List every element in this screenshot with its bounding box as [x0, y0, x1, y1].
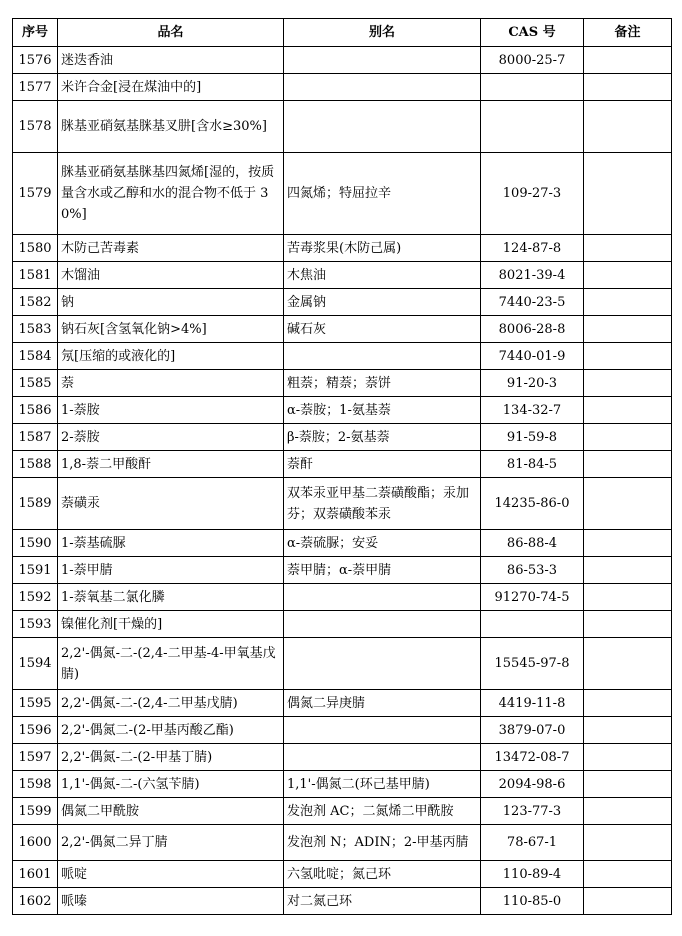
cell-alias: 偶氮二异庚腈 — [284, 690, 481, 717]
cell-note — [584, 316, 672, 343]
cell-name: 萘磺汞 — [58, 478, 284, 530]
cell-no: 1577 — [13, 74, 58, 101]
cell-alias: 发泡剂 N；ADIN；2-甲基丙腈 — [284, 825, 481, 861]
cell-cas: 8000-25-7 — [481, 47, 584, 74]
cell-name: 木防己苦毒素 — [58, 235, 284, 262]
cell-cas: 13472-08-7 — [481, 744, 584, 771]
cell-cas: 134-32-7 — [481, 397, 584, 424]
cell-name: 2,2'-偶氮-二-(2-甲基丁腈) — [58, 744, 284, 771]
chemical-table — [12, 18, 672, 915]
cell-alias — [284, 101, 481, 153]
table-row — [13, 611, 672, 638]
cell-name: 1-萘甲腈 — [58, 557, 284, 584]
cell-no: 1593 — [13, 611, 58, 638]
cell-alias: 双苯汞亚甲基二萘磺酸酯；汞加芬；双萘磺酸苯汞 — [284, 478, 481, 530]
table-row — [13, 343, 672, 370]
cell-no: 1580 — [13, 235, 58, 262]
cell-no: 1595 — [13, 690, 58, 717]
cell-alias — [284, 638, 481, 690]
cell-cas: 4419-11-8 — [481, 690, 584, 717]
table-row — [13, 744, 672, 771]
cell-no: 1585 — [13, 370, 58, 397]
cell-no: 1583 — [13, 316, 58, 343]
cell-note — [584, 771, 672, 798]
cell-cas: 2094-98-6 — [481, 771, 584, 798]
cell-note — [584, 798, 672, 825]
cell-cas: 7440-23-5 — [481, 289, 584, 316]
cell-alias — [284, 47, 481, 74]
header-row — [13, 19, 672, 47]
cell-name: 1-萘胺 — [58, 397, 284, 424]
cell-alias: 金属钠 — [284, 289, 481, 316]
cell-note — [584, 744, 672, 771]
cell-cas: 91-59-8 — [481, 424, 584, 451]
cell-note — [584, 861, 672, 888]
cell-alias — [284, 744, 481, 771]
cell-name: 氖[压缩的或液化的] — [58, 343, 284, 370]
cell-note — [584, 888, 672, 915]
cell-name: 迷迭香油 — [58, 47, 284, 74]
cell-alias: 1,1'-偶氮二(环己基甲腈) — [284, 771, 481, 798]
cell-name: 脒基亚硝氨基脒基四氮烯[湿的，按质量含水或乙醇和水的混合物不低于 30%] — [58, 153, 284, 235]
cell-note — [584, 451, 672, 478]
cell-alias — [284, 343, 481, 370]
cell-no: 1599 — [13, 798, 58, 825]
cell-alias: 四氮烯；特屈拉辛 — [284, 153, 481, 235]
cell-note — [584, 74, 672, 101]
cell-cas: 86-88-4 — [481, 530, 584, 557]
header-name: 品名 — [58, 19, 284, 47]
cell-name: 萘 — [58, 370, 284, 397]
cell-note — [584, 424, 672, 451]
cell-note — [584, 289, 672, 316]
cell-name: 木馏油 — [58, 262, 284, 289]
cell-alias: 粗萘；精萘；萘饼 — [284, 370, 481, 397]
cell-name: 钠石灰[含氢氧化钠>4%] — [58, 316, 284, 343]
cell-note — [584, 235, 672, 262]
cell-no: 1588 — [13, 451, 58, 478]
table-row — [13, 557, 672, 584]
cell-no: 1598 — [13, 771, 58, 798]
cell-name: 钠 — [58, 289, 284, 316]
cell-note — [584, 47, 672, 74]
cell-no: 1597 — [13, 744, 58, 771]
cell-alias — [284, 584, 481, 611]
cell-no: 1600 — [13, 825, 58, 861]
cell-alias: 发泡剂 AC；二氮烯二甲酰胺 — [284, 798, 481, 825]
cell-alias: 木焦油 — [284, 262, 481, 289]
cell-no: 1581 — [13, 262, 58, 289]
cell-cas: 123-77-3 — [481, 798, 584, 825]
cell-name: 2,2'-偶氮-二-(2,4-二甲基戊腈) — [58, 690, 284, 717]
table-row — [13, 101, 672, 153]
cell-name: 2-萘胺 — [58, 424, 284, 451]
table-row — [13, 316, 672, 343]
cell-alias: α-萘硫脲；安妥 — [284, 530, 481, 557]
cell-cas: 78-67-1 — [481, 825, 584, 861]
table-row — [13, 153, 672, 235]
cell-name: 1,8-萘二甲酸酐 — [58, 451, 284, 478]
table-row — [13, 584, 672, 611]
cell-note — [584, 478, 672, 530]
cell-name: 1-萘氧基二氯化膦 — [58, 584, 284, 611]
cell-cas — [481, 611, 584, 638]
table-row — [13, 798, 672, 825]
cell-cas: 8006-28-8 — [481, 316, 584, 343]
cell-no: 1587 — [13, 424, 58, 451]
cell-no: 1594 — [13, 638, 58, 690]
cell-note — [584, 397, 672, 424]
cell-cas: 7440-01-9 — [481, 343, 584, 370]
cell-no: 1584 — [13, 343, 58, 370]
cell-alias: 六氢吡啶；氮己环 — [284, 861, 481, 888]
cell-note — [584, 584, 672, 611]
cell-name: 偶氮二甲酰胺 — [58, 798, 284, 825]
cell-cas: 110-89-4 — [481, 861, 584, 888]
cell-alias: α-萘胺；1-氨基萘 — [284, 397, 481, 424]
cell-cas: 91-20-3 — [481, 370, 584, 397]
cell-name: 哌嗪 — [58, 888, 284, 915]
cell-note — [584, 262, 672, 289]
cell-name: 1,1'-偶氮-二-(六氢苄腈) — [58, 771, 284, 798]
cell-cas — [481, 101, 584, 153]
cell-no: 1590 — [13, 530, 58, 557]
cell-alias: 萘酐 — [284, 451, 481, 478]
cell-cas — [481, 74, 584, 101]
cell-no: 1602 — [13, 888, 58, 915]
table-row — [13, 690, 672, 717]
cell-cas: 81-84-5 — [481, 451, 584, 478]
header-cas: CAS 号 — [481, 19, 584, 47]
table-row — [13, 74, 672, 101]
header-no: 序号 — [13, 19, 58, 47]
cell-note — [584, 611, 672, 638]
cell-name: 米许合金[浸在煤油中的] — [58, 74, 284, 101]
cell-no: 1576 — [13, 47, 58, 74]
cell-note — [584, 370, 672, 397]
table-row — [13, 717, 672, 744]
cell-cas: 124-87-8 — [481, 235, 584, 262]
table-row — [13, 530, 672, 557]
cell-name: 镍催化剂[干燥的] — [58, 611, 284, 638]
cell-alias: 碱石灰 — [284, 316, 481, 343]
cell-note — [584, 101, 672, 153]
table-row — [13, 235, 672, 262]
cell-name: 1-萘基硫脲 — [58, 530, 284, 557]
cell-note — [584, 343, 672, 370]
header-note: 备注 — [584, 19, 672, 47]
cell-no: 1596 — [13, 717, 58, 744]
cell-note — [584, 557, 672, 584]
table-row — [13, 47, 672, 74]
cell-note — [584, 825, 672, 861]
cell-alias — [284, 74, 481, 101]
table-row — [13, 771, 672, 798]
cell-cas: 91270-74-5 — [481, 584, 584, 611]
cell-note — [584, 530, 672, 557]
cell-alias: 苦毒浆果(木防己属) — [284, 235, 481, 262]
table-row — [13, 638, 672, 690]
cell-no: 1592 — [13, 584, 58, 611]
table-row — [13, 289, 672, 316]
cell-cas: 110-85-0 — [481, 888, 584, 915]
cell-cas: 86-53-3 — [481, 557, 584, 584]
table-row — [13, 825, 672, 861]
cell-no: 1591 — [13, 557, 58, 584]
table-row — [13, 888, 672, 915]
cell-alias: 萘甲腈；α-萘甲腈 — [284, 557, 481, 584]
table-row — [13, 451, 672, 478]
header-alias: 别名 — [284, 19, 481, 47]
table-row — [13, 262, 672, 289]
cell-alias — [284, 611, 481, 638]
cell-note — [584, 153, 672, 235]
cell-cas: 109-27-3 — [481, 153, 584, 235]
cell-note — [584, 690, 672, 717]
cell-name: 脒基亚硝氨基脒基叉肼[含水≥30%] — [58, 101, 284, 153]
table-row — [13, 370, 672, 397]
table-row — [13, 861, 672, 888]
cell-no: 1586 — [13, 397, 58, 424]
table-row — [13, 397, 672, 424]
cell-note — [584, 638, 672, 690]
cell-no: 1582 — [13, 289, 58, 316]
cell-note — [584, 717, 672, 744]
table-row — [13, 478, 672, 530]
cell-cas: 3879-07-0 — [481, 717, 584, 744]
cell-cas: 14235-86-0 — [481, 478, 584, 530]
cell-alias — [284, 717, 481, 744]
cell-alias: β-萘胺；2-氨基萘 — [284, 424, 481, 451]
cell-no: 1601 — [13, 861, 58, 888]
cell-cas: 15545-97-8 — [481, 638, 584, 690]
cell-name: 2,2'-偶氮二异丁腈 — [58, 825, 284, 861]
cell-alias: 对二氮己环 — [284, 888, 481, 915]
cell-name: 2,2'-偶氮-二-(2,4-二甲基-4-甲氧基戊腈) — [58, 638, 284, 690]
cell-name: 2,2'-偶氮二-(2-甲基丙酸乙酯) — [58, 717, 284, 744]
cell-no: 1589 — [13, 478, 58, 530]
cell-no: 1579 — [13, 153, 58, 235]
cell-no: 1578 — [13, 101, 58, 153]
table-row — [13, 424, 672, 451]
cell-cas: 8021-39-4 — [481, 262, 584, 289]
cell-name: 哌啶 — [58, 861, 284, 888]
